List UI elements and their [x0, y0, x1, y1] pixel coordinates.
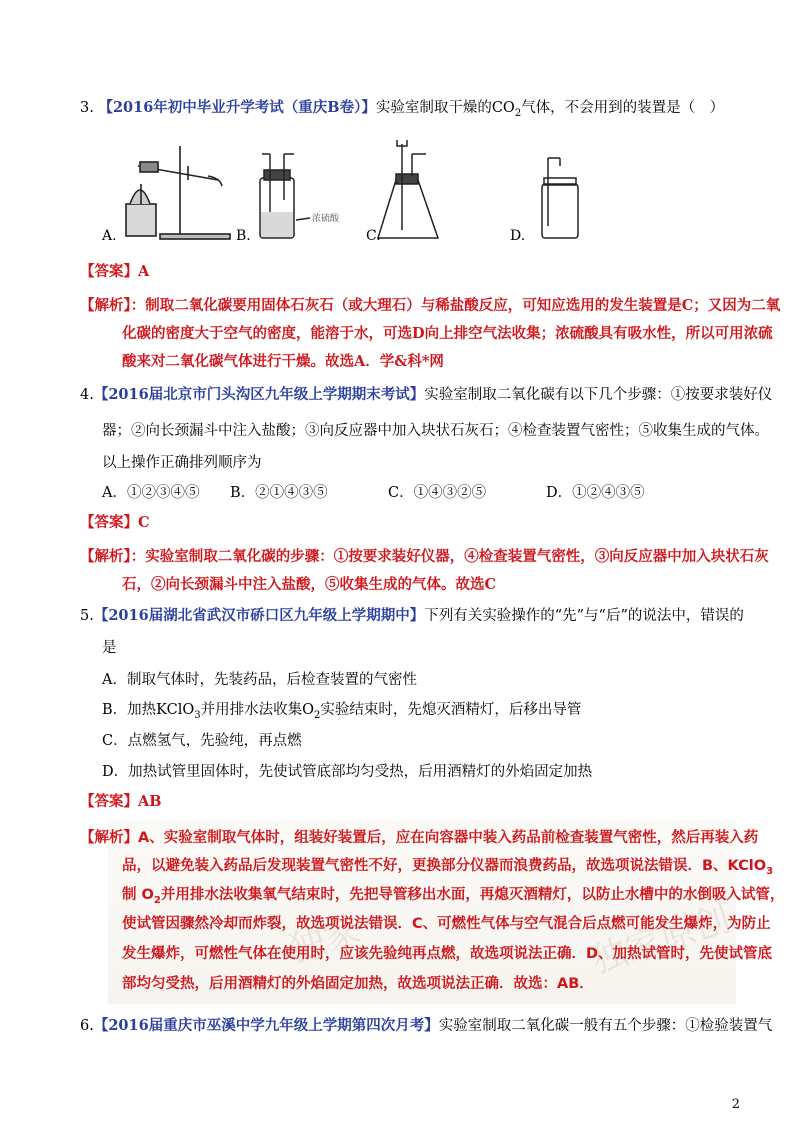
q3-analysis-line: 化碳的密度大于空气的密度，能溶于水，可选D向上排空气法收集；浓硫酸具有吸水性，所以可用浓硫 [122, 325, 773, 342]
question-number: 5. [80, 608, 94, 624]
option-a-label: A. [102, 228, 117, 244]
concentrated-acid-note: 浓硫酸 [312, 214, 340, 224]
option-d-label: D. [510, 228, 526, 244]
question-3-stem: 3. 【2016年初中毕业升学考试（重庆B卷）】实验室制取干燥的$CO_2$气体，不会用到的装置是（ ） [80, 99, 725, 119]
watermark: 独家 [284, 909, 366, 971]
question-5-stem-line: 是 [102, 640, 117, 656]
q4-option-b: B．②①④③⑤ [230, 485, 328, 501]
option-b-label: B. [236, 228, 251, 244]
apparatus-d-icon [542, 158, 578, 238]
q3-answer: 【答案】A [80, 263, 150, 280]
apparatus-c-icon [378, 140, 438, 238]
watermark: 独家原创 [586, 898, 736, 983]
q3-analysis-line: 酸来对二氧化碳气体进行干燥。故选A．学&科*网 [122, 353, 444, 370]
q5-analysis-line: 发生爆炸，可燃性气体在使用时，应该先验纯再点燃，故选项说法正确．D、加热试管时，先使试管底 [122, 946, 773, 962]
question-4-stem-line: 器；②向长颈漏斗中注入盐酸；③向反应器中加入块状石灰石；④检查装置气密性；⑤收集生成的气体。 [102, 423, 769, 439]
question-number: 6. [80, 1018, 94, 1034]
q5-analysis-line: 制 $O_2$并用排水法收集氧气结束时，先把导管移出水面，再熄灭酒精灯，以防止水槽中的水倒吸入试管， [122, 887, 785, 906]
q4-option-d: D．①②④③⑤ [546, 485, 645, 501]
option-c-label: C. [366, 228, 381, 244]
apparatus-a-icon [126, 146, 230, 239]
q3-analysis-line: 【解析】：制取二氧化碳要用固体石灰石（或大理石）与稀盐酸反应，可知应选用的发生装置是C；又因为二氧 [80, 297, 781, 314]
apparatus-figure [100, 140, 720, 252]
q5-answer: 【答案】AB [80, 793, 162, 810]
question-number: 4. [80, 387, 94, 403]
page-number: 2 [731, 1097, 740, 1112]
question-5-stem: 5.【2016届湖北省武汉市硚口区九年级上学期期中】下列有关实验操作的“先”与“后”的说法中，错误的 [80, 607, 744, 624]
q5-analysis-line: 【解析】A、实验室制取气体时，组装好装置后，应在向容器中装入药品前检查装置气密性，然后再装入药 [80, 830, 759, 846]
question-4-stem: 4.【2016届北京市门头沟区九年级上学期期末考试】实验室制取二氧化碳有以下几个步骤：①按要求装好仪 [80, 386, 773, 403]
question-source: 【2016届重庆市巫溪中学九年级上学期第四次月考】 [93, 1017, 439, 1034]
q5-option-b: B．加热KClO$_3$并用排水法收集$O_2$实验结束时，先熄灭酒精灯，后移出导管 [102, 702, 582, 721]
q5-option-c: C．点燃氢气，先验纯，再点燃 [102, 733, 302, 749]
question-6-stem: 6.【2016届重庆市巫溪中学九年级上学期第四次月考】实验室制取二氧化碳一般有五个步骤：①检验装置气 [80, 1017, 773, 1034]
question-source: 【2016届北京市门头沟区九年级上学期期末考试】 [93, 386, 425, 403]
question-number: 3. [80, 100, 94, 116]
q4-analysis-line: 石，②向长颈漏斗中注入盐酸，⑤收集生成的气体。故选C [122, 576, 497, 593]
q5-option-d: D．加热试管里固体时，先使试管底部均匀受热，后用酒精灯的外焰固定加热 [102, 764, 593, 780]
q5-analysis-line: 使试管因骤然冷却而炸裂，故选项说法错误．C、可燃性气体与空气混合后点燃可能发生爆炸，为防止 [122, 916, 771, 932]
q4-analysis-line: 【解析】：实验室制取二氧化碳的步骤：①按要求装好仪器，④检查装置气密性，③向反应器中加入块状石灰 [80, 548, 769, 565]
q5-option-a: A．制取气体时，先装药品，后检查装置的气密性 [102, 672, 417, 688]
question-4-stem-line: 以上操作正确排列顺序为 [102, 455, 262, 471]
q5-analysis-line: 部均匀受热，后用酒精灯的外焰固定加热，故选项说法正确．故选：AB． [122, 976, 594, 992]
q4-answer: 【答案】C [80, 514, 150, 531]
question-source: 【2016届湖北省武汉市硚口区九年级上学期期中】 [93, 607, 425, 624]
q4-option-c: C．①④③②⑤ [388, 485, 487, 501]
q4-option-a: A．①②③④⑤ [102, 485, 200, 501]
question-source: 【2016年初中毕业升学考试（重庆B卷）】 [98, 99, 376, 116]
apparatus-b-icon [260, 154, 310, 238]
q5-analysis-line: 品，以避免装入药品后发现装置气密性不好，更换部分仪器而浪费药品，故选项说法错误．B、KClO$_3$ [122, 858, 774, 877]
